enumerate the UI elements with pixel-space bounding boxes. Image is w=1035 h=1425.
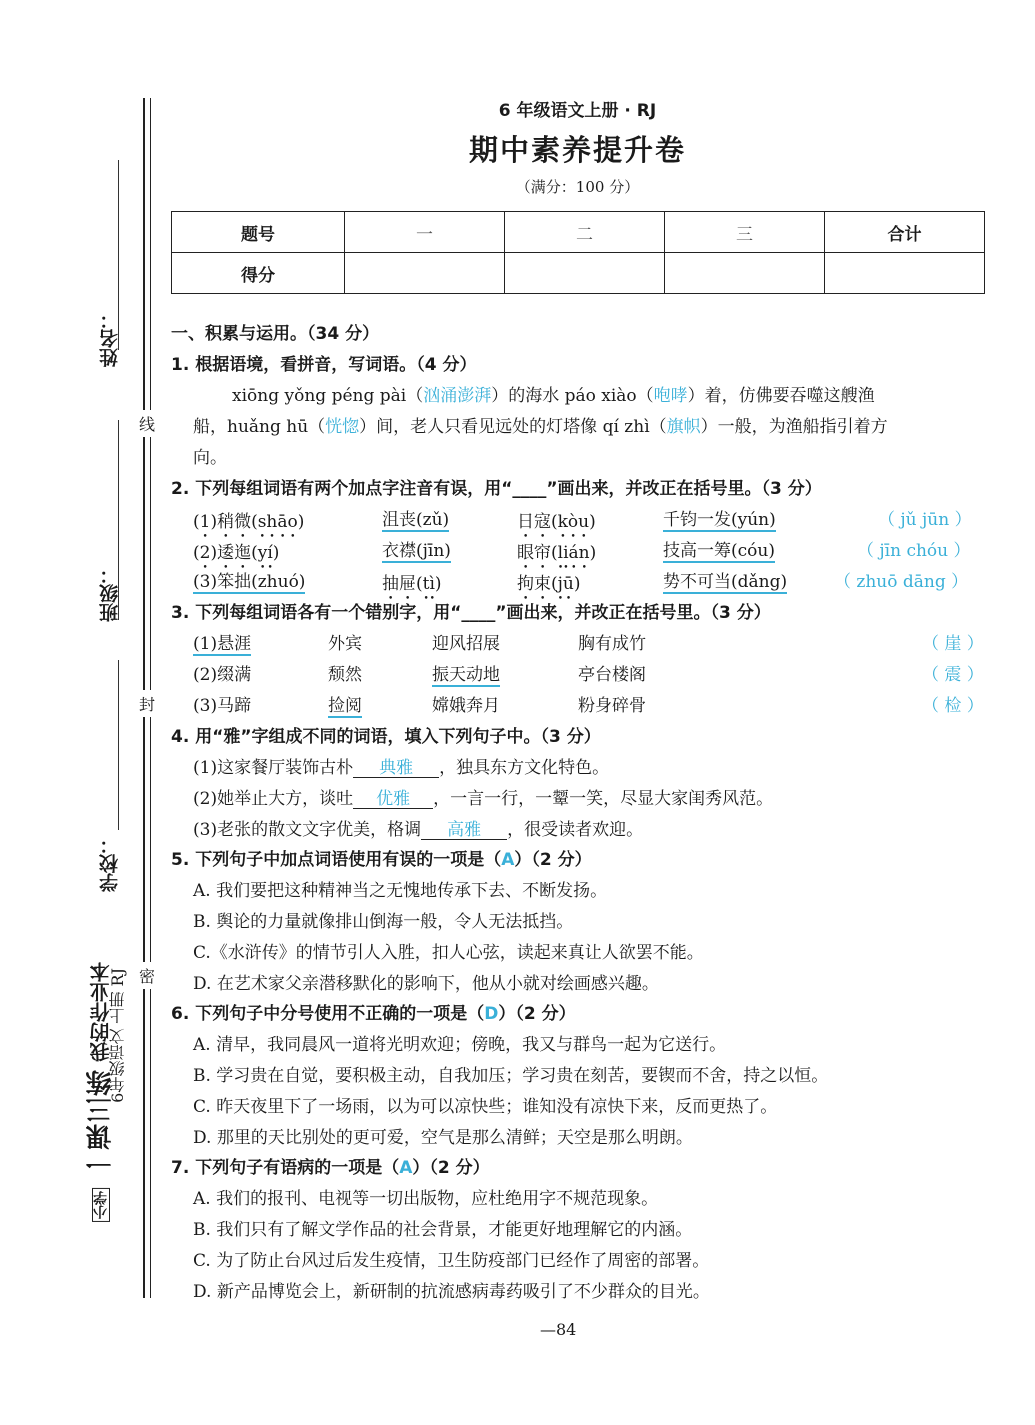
q6-option-d: D. 那里的天比别处的更可爱，空气是那么清鲜；天空是那么明朗。 <box>193 1128 693 1148</box>
table-row <box>172 212 985 253</box>
brand-main: 一课三练 <box>86 1068 116 1177</box>
answer: （ jǔ jūn ） <box>878 510 972 530</box>
q2-row: 千钧一发(yún) <box>663 510 776 530</box>
table-cell: 三 <box>665 212 825 253</box>
answer: 汹涌澎湃 <box>423 386 492 406</box>
q3-word: (3)马蹄 <box>193 696 252 716</box>
score-table <box>171 211 985 294</box>
q2-row: (1)稍微(shāo) <box>193 512 305 532</box>
q6-stem: 6. 下列句子中分号使用不正确的一项是（D）（2 分） <box>171 1004 576 1024</box>
q3-word: 外宾 <box>328 634 362 654</box>
name-label: 姓名： <box>99 310 121 367</box>
answer: A <box>399 1158 413 1178</box>
score-input-cell[interactable] <box>505 253 665 294</box>
q5-option-b: B. 舆论的力量就像排山倒海一般，令人无法抵挡。 <box>193 912 574 932</box>
answer: D <box>484 1004 499 1024</box>
q1-line3: 向。 <box>193 448 227 468</box>
q2-row: 沮丧(zǔ) <box>382 510 450 530</box>
table-cell: 合计 <box>825 212 985 253</box>
q6-option-a: A. 清早，我同晨风一道将光明欢迎；傍晚，我又与群鸟一起为它送行。 <box>193 1035 727 1055</box>
answer: 旗帜 <box>666 417 701 437</box>
q2-row: 势不可当(dǎng) <box>663 572 788 592</box>
q5-option-c: C.《水浒传》的情节引人入胜，扣人心弦，读起来真让人欲罢不能。 <box>193 943 704 963</box>
q3-word: 颓然 <box>328 665 362 685</box>
brand-small: 小学 <box>92 1188 110 1222</box>
q5-stem: 5. 下列句子中加点词语使用有误的一项是（A）（2 分） <box>171 850 592 870</box>
q5-option-d: D. 在艺术家父亲潜移默化的影响下，他从小就对绘画感兴趣。 <box>193 974 659 994</box>
section-heading: 一、积累与运用。（34 分） <box>171 324 380 344</box>
q4-stem: 4. 用“雅”字组成不同的词语，填入下列句子中。（3 分） <box>171 727 601 747</box>
secret-mark: 密 <box>139 962 155 989</box>
answer: （ 震 ） <box>922 665 984 685</box>
q2-row: 拘束(jū) <box>517 574 581 594</box>
cut-line-mark: 线 <box>139 410 155 437</box>
q2-row: 技高一筹(cóu) <box>663 541 775 561</box>
q7-option-a: A. 我们的报刊、电视等一切出版物，应杜绝用字不规范现象。 <box>193 1189 659 1209</box>
q6-option-c: C. 昨天夜里下了一场雨，以为可以凉快些；谁知没有凉快下来，反而更热了。 <box>193 1097 778 1117</box>
q3-word: 胸有成竹 <box>578 634 646 654</box>
brand-grade: 6年级语文 上册 RJ <box>108 968 127 1103</box>
answer-blank[interactable]: 典雅 <box>353 760 439 778</box>
answer: A <box>501 850 515 870</box>
q1-line1: xiōng yǒng péng pài（汹涌澎湃）的海水 páo xiào（咆哮）着，仿佛要吞噬这艘渔 <box>232 386 875 406</box>
answer-blank[interactable]: 高雅 <box>421 822 507 840</box>
q7-stem: 7. 下列句子有语病的一项是（A）（2 分） <box>171 1158 490 1178</box>
table-cell: 一 <box>345 212 505 253</box>
q3-stem: 3. 下列每组词语各有一个错别字，用“____”画出来，并改正在括号里。（3 分） <box>171 603 771 623</box>
answer-blank[interactable]: 优雅 <box>353 791 433 809</box>
q3-word: 亭台楼阁 <box>578 665 646 685</box>
score-input-cell[interactable] <box>345 253 505 294</box>
q3-word: 嫦娥奔月 <box>432 696 500 716</box>
q7-option-c: C. 为了防止台风过后发生疫情，卫生防疫部门已经作了周密的部署。 <box>193 1251 710 1271</box>
q7-option-d: D. 新产品博览会上，新研制的抗流感病毒药吸引了不少群众的目光。 <box>193 1282 710 1302</box>
q1-stem: 1. 根据语境，看拼音，写词语。（4 分） <box>171 355 477 375</box>
q3-word: 迎风招展 <box>432 634 500 654</box>
table-cell: 得分 <box>172 253 345 294</box>
q2-row: (3)笨拙(zhuó) <box>193 572 306 592</box>
answer: 恍惚 <box>325 417 360 437</box>
brand-tag: 我的作业本 <box>89 962 113 1062</box>
q2-row: 衣襟(jīn) <box>382 541 451 561</box>
q2-stem: 2. 下列每组词语有两个加点字注音有误，用“____”画出来，并改正在括号里。（3 分） <box>171 479 822 499</box>
q3-word: (2)缀满 <box>193 665 252 685</box>
q3-row: 捡阅 <box>328 696 362 716</box>
school-line <box>118 660 119 830</box>
q3-word: 粉身碎骨 <box>578 696 646 716</box>
table-cell: 题号 <box>172 212 345 253</box>
q5-option-a: A. 我们要把这种精神当之无愧地传承下去、不断发扬。 <box>193 881 608 901</box>
table-cell: 二 <box>505 212 665 253</box>
answer: （ jīn chóu ） <box>857 541 971 561</box>
seal-mark: 封 <box>139 690 155 717</box>
answer: （ 崖 ） <box>922 634 984 654</box>
q7-option-b: B. 我们只有了解文学作品的社会背景，才能更好地理解它的内涵。 <box>193 1220 693 1240</box>
answer: 咆哮 <box>653 386 688 406</box>
q1-line2: 船，huǎng hū（恍惚）间，老人只看见远处的灯塔像 qí zhì（旗帜）一般，为渔船指引着方 <box>193 417 888 437</box>
q2-row: (2)逶迤(yí) <box>193 543 280 563</box>
page-number: —84 <box>540 1320 577 1339</box>
q2-row: 抽屉(tì) <box>382 574 442 594</box>
page-title: 期中素养提升卷 <box>468 133 686 167</box>
score-note: （满分：100 分） <box>515 178 640 196</box>
answer: （ zhuō dāng ） <box>834 572 969 592</box>
score-input-cell[interactable] <box>665 253 825 294</box>
q3-row: 振天动地 <box>432 665 500 685</box>
q6-option-b: B. 学习贵在自觉，要积极主动，自我加压；学习贵在刻苦，要锲而不舍，持之以恒。 <box>193 1066 829 1086</box>
q4-sentence: (2)她举止大方，谈吐 优雅 ，一言一行，一颦一笑，尽显大家闺秀风范。 <box>193 789 774 809</box>
school-label: 学校： <box>99 835 121 892</box>
q2-row: 日寇(kòu) <box>517 512 596 532</box>
table-row <box>172 253 985 294</box>
q4-sentence: (1)这家餐厅装饰古朴 典雅 ，独具东方文化特色。 <box>193 758 610 778</box>
score-input-cell[interactable] <box>825 253 985 294</box>
class-label: 班级： <box>99 565 121 622</box>
subtitle: 6 年级语文上册 · RJ <box>498 101 657 121</box>
q2-row: 眼帘(lián) <box>517 543 597 563</box>
answer: （ 检 ） <box>922 696 984 716</box>
q3-row: (1)悬涯 <box>193 634 252 654</box>
q4-sentence: (3)老张的散文文字优美，格调 高雅 ，很受读者欢迎。 <box>193 820 644 840</box>
